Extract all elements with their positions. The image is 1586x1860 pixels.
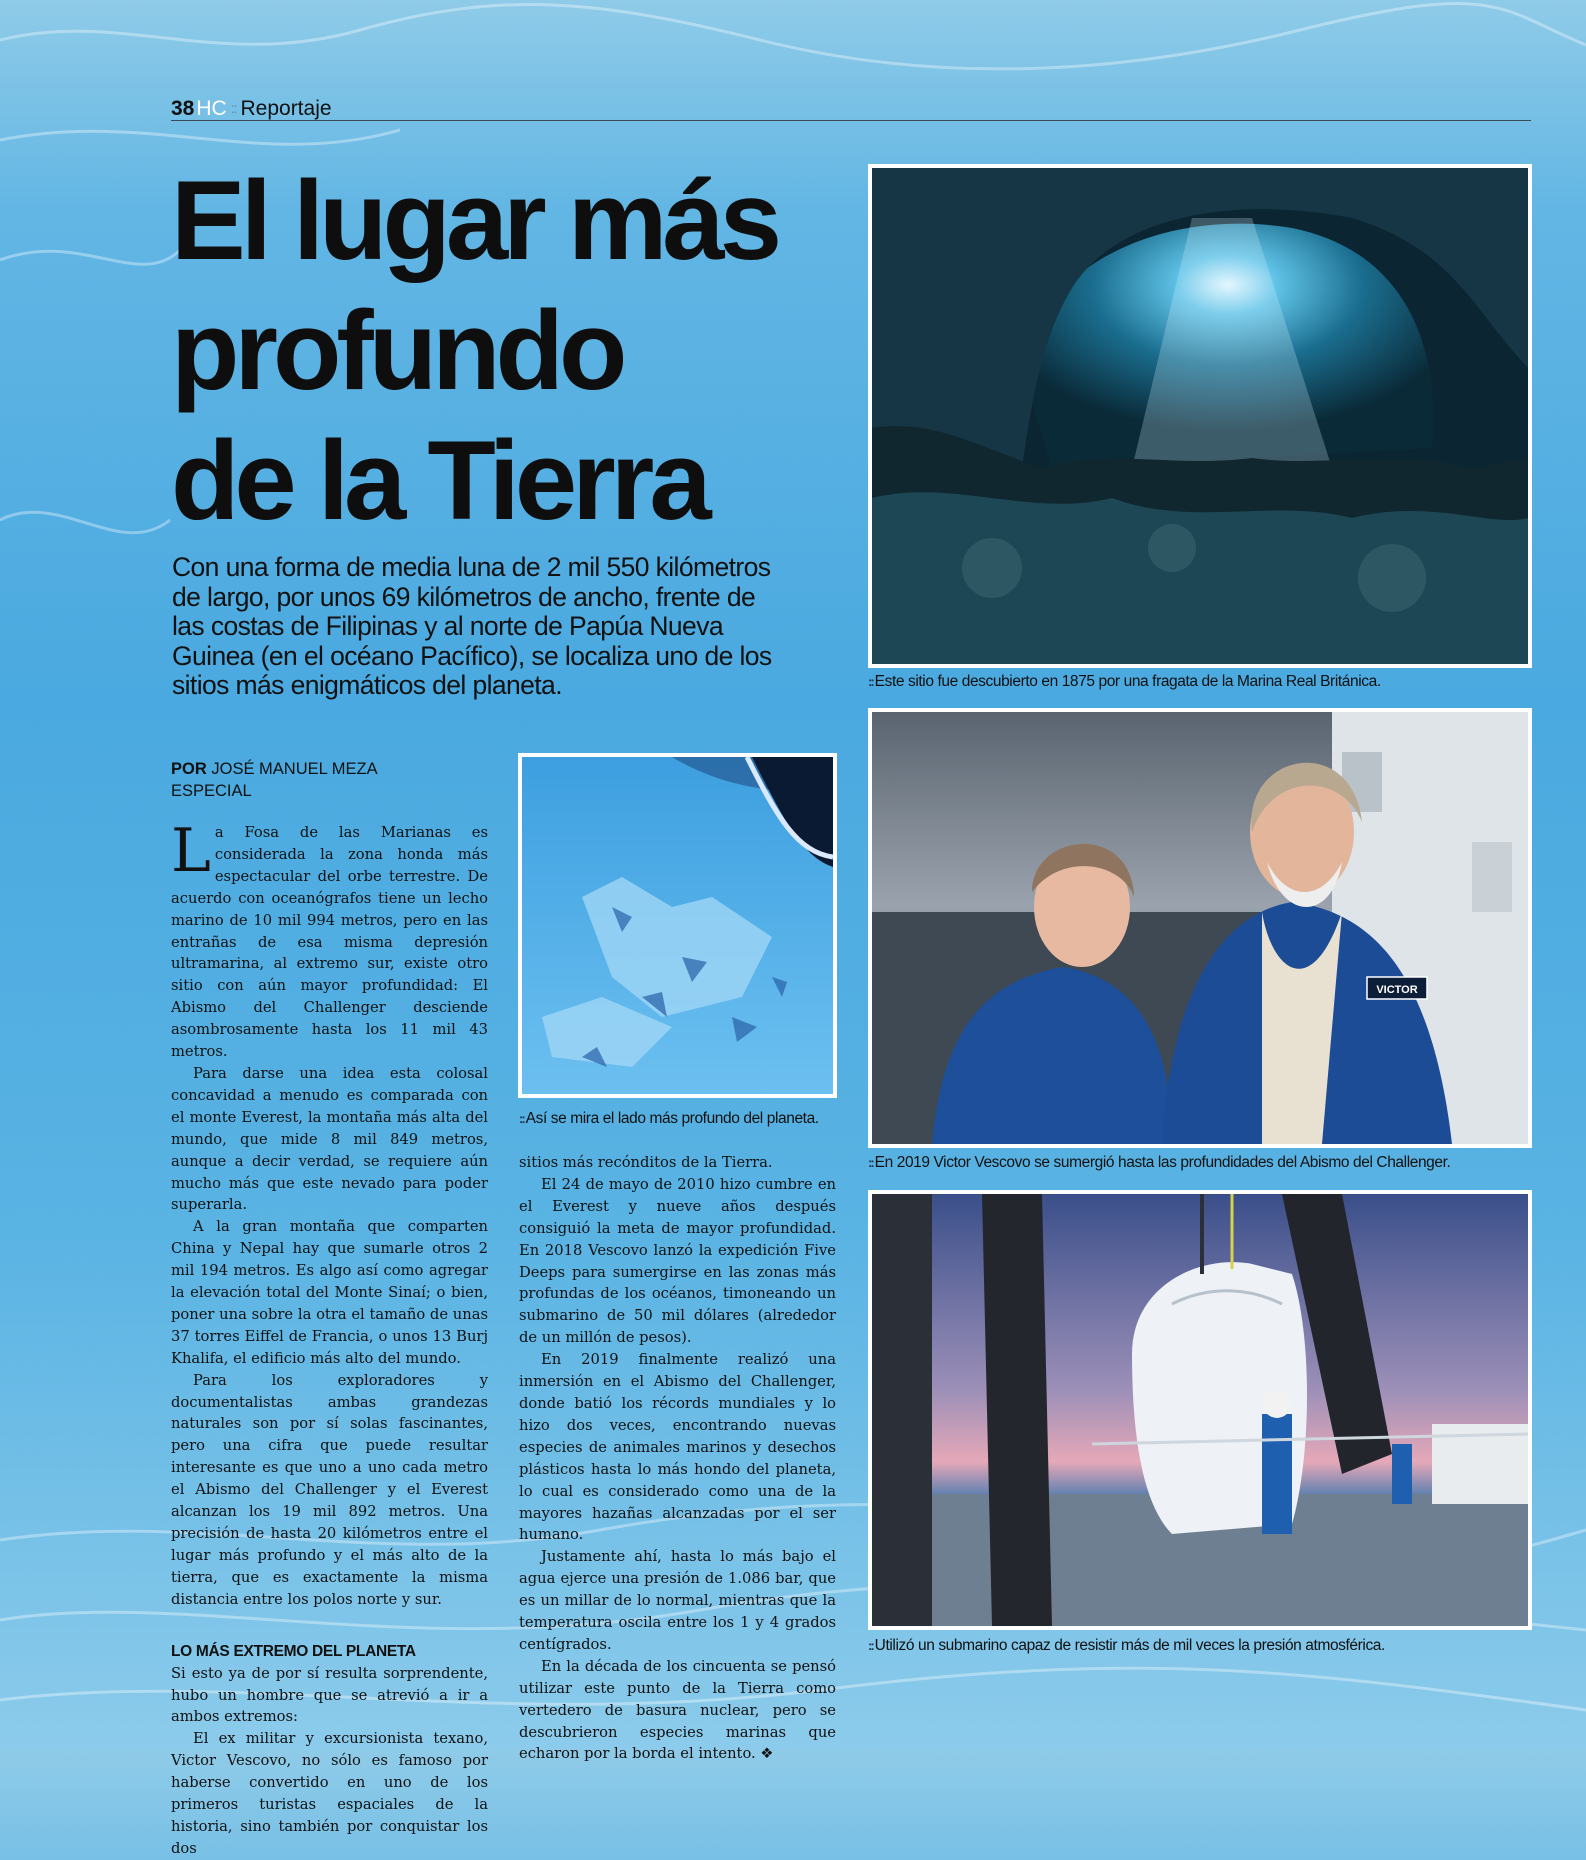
paragraph: El 24 de mayo de 2010 hizo cumbre en el Everest y nueve años después consiguió la meta de mayor profundidad. En 2018 Vescovo lanzó la expedición Five Deeps para sumergirse en las zonas más profundas de los océanos, timoneando un submarino de 50 mil dólares (alrededor de un millón de pesos). <box>519 1175 836 1347</box>
people-photo-caption: :: En 2019 Victor Vescovo se sumergió hasta las profundidades del Abismo del Challenger. <box>868 1154 1451 1171</box>
caption-marker-icon: :: <box>868 1155 873 1170</box>
paragraph: El ex militar y excursionista texano, Victor Vescovo, no sólo es famoso por haberse convertido en uno de los primeros turistas espaciales de la historia, sino también por conquistar los dos <box>171 1730 488 1857</box>
drop-cap: L <box>171 816 211 886</box>
byline-role: ESPECIAL <box>171 782 252 800</box>
paragraph: Para darse una idea esta colosal concavidad a menudo es comparada con el monte Everest, la montaña más alta del mundo, que mide 8 mil 849 metros, aunque a decir verdad, se requiere aún mucho más que este nevado para poder superarla. <box>171 1064 488 1214</box>
byline-por: POR <box>171 760 207 778</box>
article-column-1 <box>171 816 488 1860</box>
headline: El lugar más profundo de la Tierra <box>171 158 778 543</box>
jacket-name-tag: VICTOR <box>1376 984 1418 996</box>
paragraph: sitios más recónditos de la Tierra. <box>519 1154 773 1171</box>
paragraph: A la gran montaña que comparten China y Nepal hay que sumarle otros 2 mil 194 metros. Es algo así como agregar la elevación total del Monte Sinaí; o bien, poner una sobre la otra el tamaño de unas 37 torres Eiffel de Francia, o unos 13 Burj Khalifa, el edificio más alto del mundo. <box>171 1218 488 1367</box>
cave-photo-caption: :: Este sitio fue descubierto en 1875 por una fragata de la Marina Real Británica. <box>868 673 1381 690</box>
submarine-photo-caption: :: Utilizó un submarino capaz de resistir más de mil veces la presión atmosférica. <box>868 1637 1385 1654</box>
page-header <box>171 96 1531 121</box>
caption-marker-icon: :: <box>868 1638 873 1653</box>
paragraph: En la década de los cincuenta se pensó utilizar este punto de la Tierra como vertedero de basura nuclear, pero se descubrieron especies marinas que echaron por la borda el intento. ❖ <box>519 1657 836 1763</box>
paragraph: Justamente ahí, hasta lo más bajo el agua ejerce una presión de 1.086 bar, que es un millar de lo normal, mientras que la temperatura oscila entre los 1 y 4 grados centígrados. <box>519 1548 836 1653</box>
deck-text: Con una forma de media luna de 2 mil 550 kilómetros de largo, por unos 69 kilómetros de ancho, frente de las costas de Filipinas y al norte de Papúa Nueva Guinea (en el océano Pacífico), se localiza uno de los sitios más enigmáticos del planeta. <box>172 552 772 700</box>
paragraph: Si esto ya de por sí resulta sorprendente, hubo un hombre que se atrevió a ir a ambos extremos: <box>171 1664 488 1726</box>
header-separator: :: <box>230 100 237 116</box>
paragraph: La Fosa de las Marianas es considerada la zona honda más espectacular del orbe terrestre. De acuerdo con oceanógrafos tiene un lecho marino de 10 mil 994 metros, pero en las entrañas de esa misma depresión ultramarina, al extremo sur, existe otro sitio con aún mayor profundidad: El Abismo del Challenger desciende asombrosamente hasta los 11 mil 43 metros. <box>171 816 488 1061</box>
page-number: 38 <box>171 97 195 120</box>
submarine-deck-photo <box>868 1190 1532 1630</box>
small-photo-caption: :: Así se mira el lado más profundo del planeta. <box>519 1110 819 1127</box>
publication-name: HC <box>196 97 227 120</box>
caption-marker-icon: :: <box>519 1111 524 1126</box>
caption-marker-icon: :: <box>868 674 873 689</box>
paragraph: En 2019 finalmente realizó una inmersión en el Abismo del Challenger, donde batió los récords mundiales y lo hizo dos veces, encontrando nuevas especies de animales marinos y desechos plásticos hasta lo más hondo del planeta, lo cual es considerado como una de la mayores hazañas alcanzadas por el ser humano. <box>519 1351 836 1544</box>
vescovo-team-photo <box>868 708 1532 1148</box>
byline <box>171 758 471 802</box>
article-column-2 <box>519 1152 836 1765</box>
paragraph: Para los exploradores y documentalistas ambas grandezas naturales son por sí solas fascinantes, pero una cifra que puede resultar interesante es que uno a uno cada metro el Abismo del Challenger y el Everest alcanzan los 19 mil 892 metros. Una precisión de hasta 20 kilómetros entre el lugar más profundo y el más alto de la tierra, que es exactamente la misma distancia entre los polos norte y sur. <box>171 1371 488 1608</box>
subheading: LO MÁS EXTREMO DEL PLANETA <box>171 1642 416 1660</box>
end-mark-icon: ❖ <box>760 1745 774 1763</box>
underwater-cave-photo <box>868 164 1532 668</box>
section-name: Reportaje <box>240 97 332 120</box>
abyss-window-photo <box>518 753 837 1098</box>
byline-author: JOSÉ MANUEL MEZA <box>211 760 378 778</box>
